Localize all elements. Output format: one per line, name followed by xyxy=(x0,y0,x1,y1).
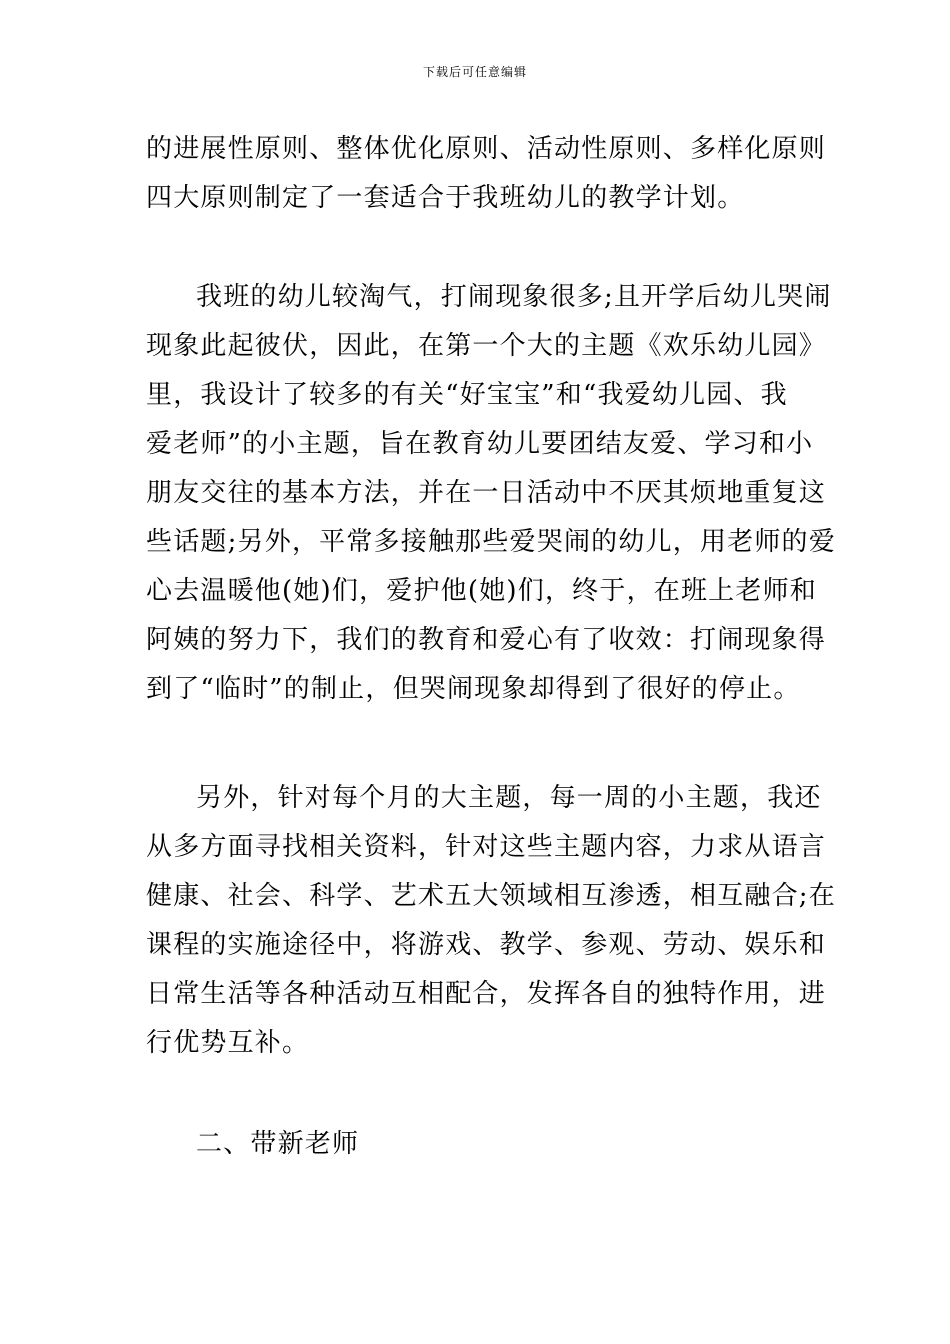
text-line: 健康、社会、科学、艺术五大领域相互渗透，相互融合;在 xyxy=(146,881,836,911)
text-line: 另外，针对每个月的大主题，每一周的小主题，我还 xyxy=(196,783,822,813)
paragraph-crying-and-fighting xyxy=(146,273,836,714)
section-heading xyxy=(146,1120,806,1169)
text-line: 课程的实施途径中，将游戏、教学、参观、劳动、娱乐和 xyxy=(146,930,827,960)
text-line: 现象此起彼伏，因此，在第一个大的主题《欢乐幼儿园》 xyxy=(146,331,827,361)
text-line: 行优势互补。 xyxy=(146,1028,310,1058)
text-line: 四大原则制定了一套适合于我班幼儿的教学计划。 xyxy=(146,183,745,213)
paragraph-themes xyxy=(146,774,836,1068)
section-heading-text: 二、带新老师 xyxy=(196,1129,360,1159)
text-line: 到了“临时”的制止，但哭闹现象却得到了很好的停止。 xyxy=(146,674,801,704)
text-line: 的进展性原则、整体优化原则、活动性原则、多样化原则 xyxy=(146,134,827,164)
text-line: 爱老师”的小主题，旨在教育幼儿要团结友爱、学习和小 xyxy=(146,429,814,459)
text-line: 朋友交往的基本方法，并在一日活动中不厌其烦地重复这 xyxy=(146,478,827,508)
text-line: 些话题;另外，平常多接触那些爱哭闹的幼儿，用老师的爱 xyxy=(146,527,836,557)
text-line: 我班的幼儿较淘气，打闹现象很多;且开学后幼儿哭闹 xyxy=(196,282,832,312)
paragraph-continuation xyxy=(146,125,827,223)
text-line: 心去温暖他(她)们，爱护他(她)们，终于，在班上老师和 xyxy=(146,576,817,606)
text-line: 阿姨的努力下，我们的教育和爱心有了收效：打闹现象得 xyxy=(146,625,827,655)
text-line: 里，我设计了较多的有关“好宝宝”和“我爱幼儿园、我 xyxy=(146,380,788,410)
text-line: 日常生活等各种活动互相配合，发挥各自的独特作用，进 xyxy=(146,979,827,1009)
text-line: 从多方面寻找相关资料，针对这些主题内容，力求从语言 xyxy=(146,832,827,862)
page-header: 下载后可任意编辑 xyxy=(422,65,527,79)
